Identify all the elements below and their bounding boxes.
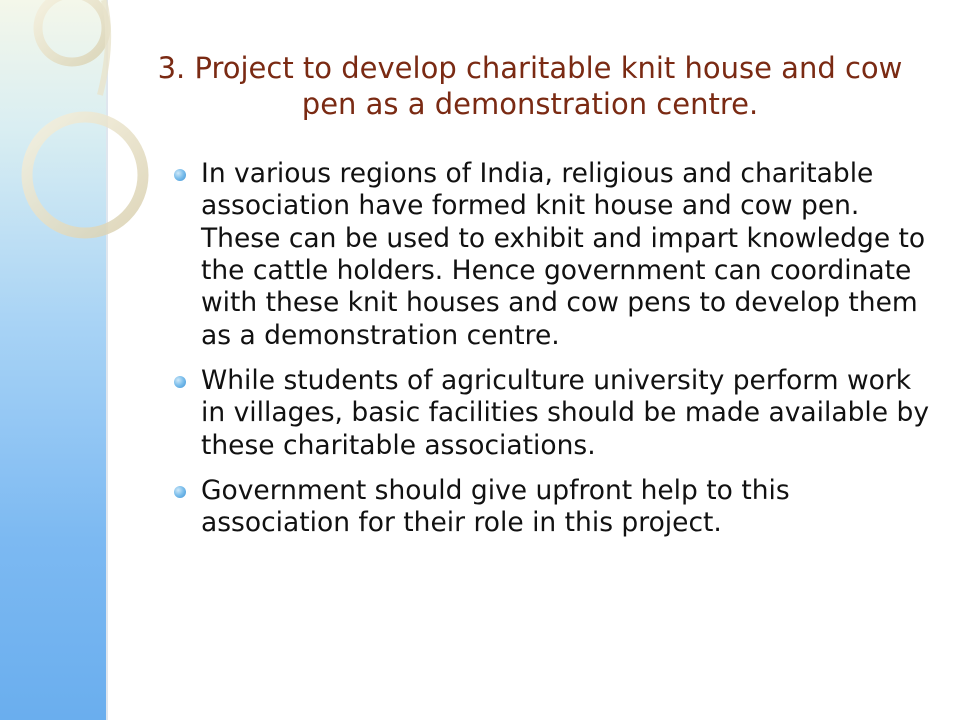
bullet-item: [170, 158, 940, 352]
bullet-item: [170, 475, 940, 540]
bullet-dot-icon: [174, 169, 186, 181]
bullet-text: Government should give upfront help to this association for their role in this project.: [201, 474, 790, 539]
ring-large: [27, 117, 143, 233]
bullet-list: [170, 158, 940, 553]
bullet-text: In various regions of India, religious and charitable association have formed knit house and cow pen. These can be used to exhibit and impart knowledge to the cattle holders. Hence government can coordinate with these knit houses and cow pens to develop them as a demonstration centre.: [201, 158, 926, 351]
bullet-dot-icon: [174, 376, 186, 388]
bullet-dot-icon: [174, 486, 186, 498]
bullet-text: While students of agriculture university perform work in villages, basic facilities should be made available by these charitable associations.: [201, 364, 930, 461]
bullet-item: [170, 365, 940, 462]
ring-small: [38, 0, 106, 62]
decorative-rings: [0, 0, 180, 300]
slide-title: 3. Project to develop charitable knit house and cow pen as a demonstration centre.: [157, 51, 903, 122]
